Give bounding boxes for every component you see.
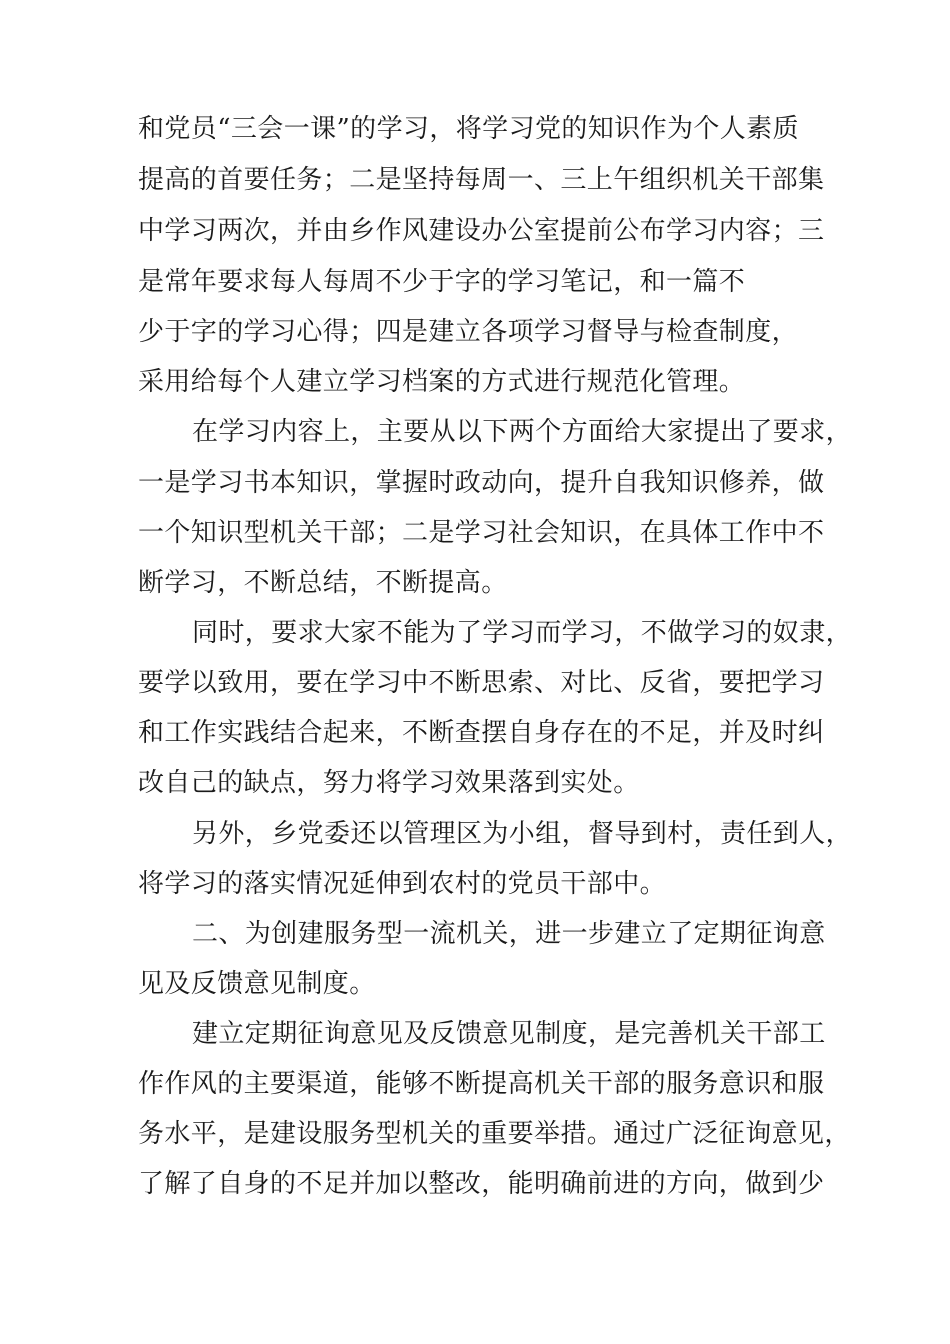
- text-line: 将学习的落实情况延伸到农村的党员干部中。: [138, 869, 667, 899]
- paragraph-first-line: 另外，乡党委还以管理区为小组，督导到村，责任到人，: [192, 819, 853, 849]
- section-heading: 二、为创建服务型一流机关，进一步建立了定期征询意: [192, 919, 826, 949]
- text-line: 了解了自身的不足并加以整改，能明确前进的方向，做到少: [138, 1169, 825, 1199]
- text-line: 作作风的主要渠道，能够不断提高机关干部的服务意识和服: [138, 1069, 825, 1099]
- paragraph-first-line: 同时，要求大家不能为了学习而学习，不做学习的奴隶，: [192, 618, 853, 648]
- text-line: 断学习，不断总结，不断提高。: [138, 568, 508, 598]
- paragraph-first-line: 建立定期征询意见及反馈意见制度，是完善机关干部工: [192, 1019, 826, 1049]
- text-line: 要学以致用，要在学习中不断思索、对比、反省，要把学习: [138, 668, 825, 698]
- text-line: 一是学习书本知识，掌握时政动向，提升自我知识修养，做: [138, 468, 825, 498]
- text-line: 务水平，是建设服务型机关的重要举措。通过广泛征询意见，: [138, 1119, 851, 1149]
- text-line: 改自己的缺点，努力将学习效果落到实处。: [138, 768, 640, 798]
- text-line: 和工作实践结合起来，不断查摆自身存在的不足，并及时纠: [138, 718, 825, 748]
- text-line: 采用给每个人建立学习档案的方式进行规范化管理。: [138, 367, 746, 397]
- text-line: 中学习两次，并由乡作风建设办公室提前公布学习内容；三: [138, 216, 825, 246]
- paragraph-first-line: 在学习内容上，主要从以下两个方面给大家提出了要求，: [192, 417, 853, 447]
- text-line: 和党员“三会一课”的学习，将学习党的知识作为个人素质: [138, 114, 799, 144]
- text-line: 少于字的学习心得；四是建立各项学习督导与检查制度，: [138, 317, 799, 347]
- text-line: 是常年要求每人每周不少于字的学习笔记，和一篇不: [138, 267, 746, 297]
- section-heading-continued: 见及反馈意见制度。: [138, 969, 376, 999]
- text-line: 提高的首要任务；二是坚持每周一、三上午组织机关干部集: [138, 165, 825, 195]
- text-line: 一个知识型机关干部；二是学习社会知识，在具体工作中不: [138, 518, 825, 548]
